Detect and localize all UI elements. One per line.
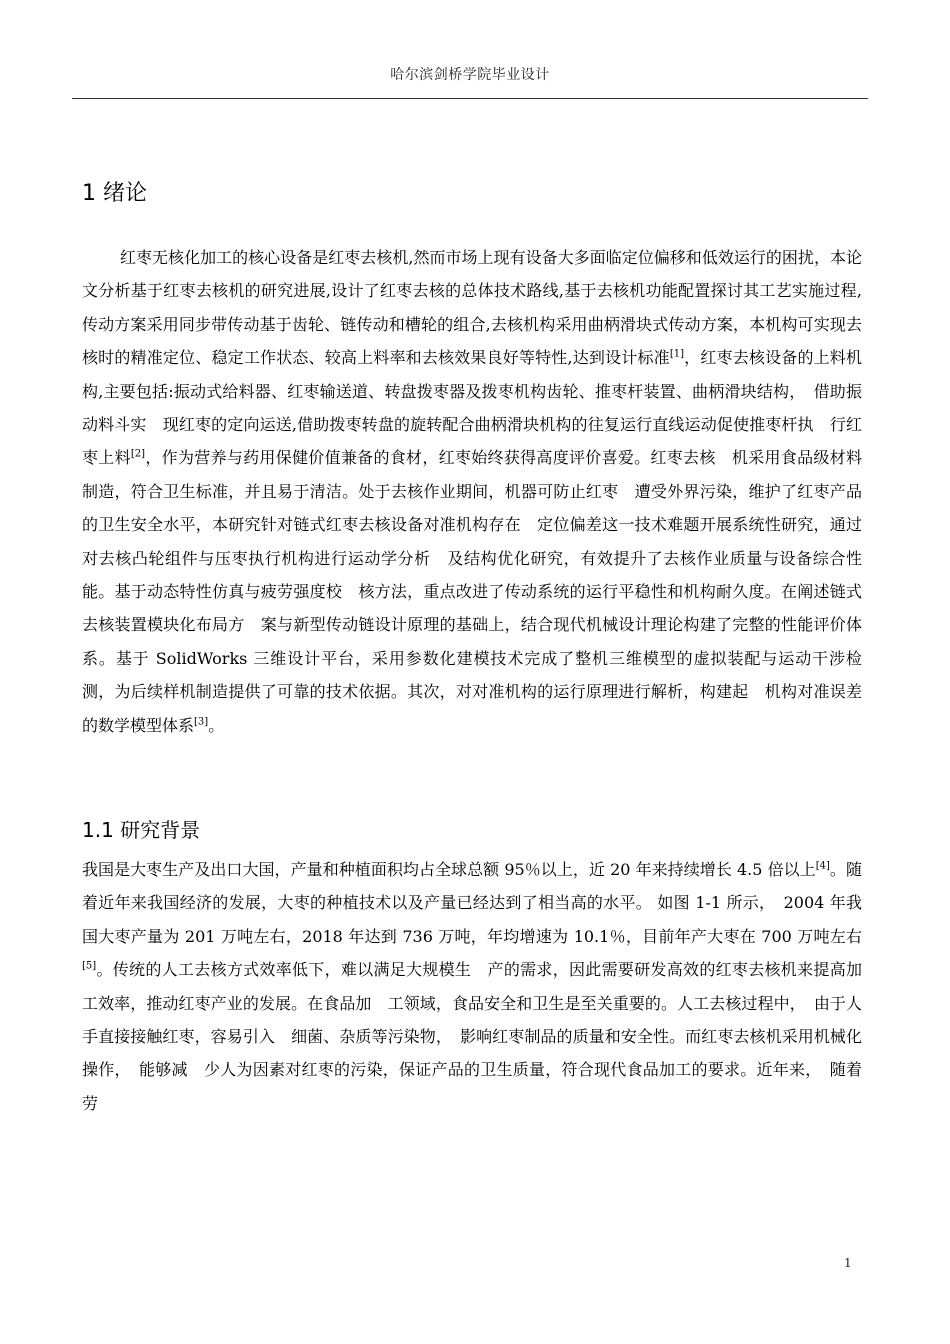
- citation: [1]: [669, 348, 684, 360]
- page-header: 哈尔滨剑桥学院毕业设计: [390, 67, 550, 83]
- citation: [3]: [194, 716, 209, 728]
- page-number: 1: [844, 1256, 852, 1270]
- citation: [2]: [130, 449, 146, 461]
- citation: [5]: [82, 960, 97, 972]
- header-divider: [72, 98, 868, 99]
- paragraph-text: 。传统的人工去核方式效率低下，难以满足大规模生 产的需求，因此需要研发高效的红枣去核机来提高加工效率，推动红枣产业的发展。在食品加 工领域，食品安全和卫生是至关重要的。人工去核过程中， 由于人手直接接触红枣，容易引入 细菌、杂质等污染物， 影响红枣制品的质量和安全性。而红枣去核机采用机械化操作， 能够减 少人为因素对红枣的污染，保证产品的卫生质量，符合现代食品加工的要求。近年来， 随着劳: [82, 960, 862, 1113]
- citation: [4]: [815, 860, 830, 872]
- paragraph-text: ，作为营养与药用保健价值兼备的食材，红枣始终获得高度评价喜爱。红枣去核 机采用食品级材料制造，符合卫生标准，并且易于清洁。处于去核作业期间，机器可防止红枣 遭受外界污染，维护了红枣产品的卫生安全水平，本研究针对链式红枣去核设备对准机构存在 定位偏差这一技术难题开展系统性研究，通过对去核凸轮组件与压枣执行机构进行运动学分析 及结构优化研究，有效提升了去核作业质量与设备综合性能。基于动态特性仿真与疲劳强度校 核方法，重点改进了传动系统的运行平稳性和机构耐久度。在阐述链式去核装置模块化布局方 案与新型传动链设计原理的基础上，结合现代机械设计理论构建了完整的性能评价体系。基于 SolidWorks 三维设计平台，采用参数化建模技术完成了整机三维模型的虚拟装配与运动干涉检 测，为后续样机制造提供了可靠的技术依据。其次，对对准机构的运行原理进行解析，构建起 机构对准误差的数学模型体系: [82, 448, 879, 735]
- paragraph-text: 红枣无核化加工的核心设备是红枣去核机,然而市场上现有设备大多面临定位偏移和低效运行的困扰，本论文分析基于红枣去核机的研究进展,设计了红枣去核的总体技术路线,基于去核机功能配置探讨其工艺实施过程,传动方案采用同步带传动基于齿轮、链传动和槽轮的组合,去核机构采用曲柄滑块式传动方案，本机构可实现去核时的精准定位、稳定工作状态、较高上料率和去核效果良好等特性,达到设计标准: [82, 248, 862, 368]
- paragraph-text: ，红枣去核设备的上料机构,主要包括:振动式给料器、红枣输送道、转盘拨枣器及拨枣机构齿轮、推枣杆装置、曲柄滑块结构， 借助振动料斗实 现红枣的定向运送,借助拨枣转盘的旋转配合曲柄滑块机构的往复运行直线运动促使推枣杆执 行红枣上料: [82, 348, 862, 468]
- paragraph-text: 。: [208, 715, 225, 735]
- section-heading: 1.1 研究背景: [82, 818, 201, 842]
- intro-paragraph: [82, 241, 879, 742]
- background-paragraph: [82, 853, 862, 1120]
- paragraph-text: 。随着近年来我国经济的发展，大枣的种植技术以及产量已经达到了相当高的水平。 如图 1-1 所示， 2004 年我国大枣产量为 201 万吨左右，2018 年达到 736 万吨，年均增速为 10.1％，目前年产大枣在 700 万吨左右: [82, 860, 862, 946]
- paragraph-text: 我国是大枣生产及出口大国，产量和种植面积均占全球总额 95％以上，近 20 年来持续增长 4.5 倍以上: [82, 860, 816, 879]
- chapter-heading: 1 绪论: [82, 181, 147, 206]
